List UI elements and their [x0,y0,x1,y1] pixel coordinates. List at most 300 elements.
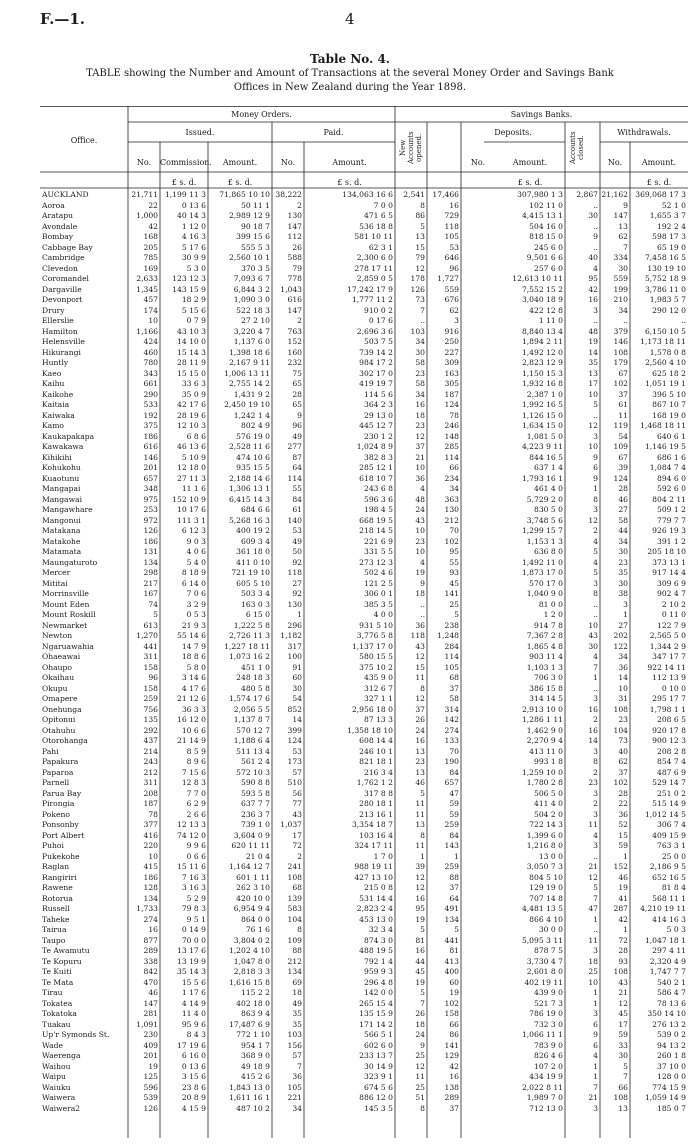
issued-commission: 21 14 9 [177,736,206,745]
office-name: Hamilton [42,326,78,336]
deposits-amount: 411 4 0 [534,799,563,808]
withdrawals-amount: 52 1 0 [661,200,686,210]
issued-commission: 0 7 9 [186,316,206,325]
withdrawals-lsd-header: £ s. d. [646,178,672,187]
paid-count: 92 [292,557,302,567]
withdrawals-count: 28 [618,484,628,493]
issued-commission: 6 12 3 [181,526,206,535]
withdrawals-amount: .. [681,316,686,325]
issued-count: 146 [143,452,158,462]
paid-count: 55 [292,484,302,493]
deposits-amount: 2,913 10 0 [521,704,563,714]
paid-amount: 874 3 0 [364,935,393,945]
issued-count: 208 [143,788,158,798]
paid-amount: 285 12 1 [359,463,393,472]
issued-count: 437 [143,736,158,745]
office-name: Te Kuiti [42,967,72,976]
paid-count: 510 [287,778,302,787]
deposits-count: 400 [444,967,459,976]
issued-count: 533 [143,400,158,409]
withdrawals-amount: 122 7 9 [657,620,686,630]
issued-amount-header: Amount. [222,158,258,167]
issued-commission: 123 12 3 [172,274,206,283]
office-name: Russell [42,904,70,913]
accounts-closed: 8 [593,589,598,598]
office-name: Kuaotunu [42,473,80,483]
accounts-closed: 3 [593,746,598,756]
issued-commission: 0 13 6 [181,200,206,210]
accounts-closed: 42 [588,284,598,294]
issued-amount: 399 15 6 [236,232,270,241]
table-row [40,547,688,557]
paid-no-header: No. [280,158,296,167]
new-accounts: 26 [415,715,425,724]
paid-amount: 959 9 3 [364,967,393,976]
withdrawals-amount: 774 15 9 [652,1082,686,1092]
withdrawals-count: 54 [618,431,628,441]
new-accounts: 16 [415,946,425,955]
office-name: Morrinsville [42,589,89,598]
withdrawals-count: 17 [618,1019,628,1029]
issued-amount: 605 5 10 [236,578,270,588]
new-accounts: 39 [415,862,425,871]
new-accounts: 25 [415,1082,425,1092]
deposits-amount: 1,462 9 0 [526,725,563,735]
issued-amount: 6,415 14 3 [228,494,270,504]
accounts-closed: 12 [588,515,598,525]
paid-amount: 327 1 1 [364,694,393,703]
issued-amount: 474 10 6 [236,452,270,462]
paid-amount: 62 3 1 [368,242,393,252]
withdrawals-count: 152 [613,862,628,871]
accounts-closed: 5 [593,400,598,409]
office-name: Devonport [42,295,83,304]
paid-count: 147 [287,305,302,315]
withdrawals-count: 10 [618,683,628,693]
withdrawals-count: 379 [613,326,628,336]
issued-commission: 23 8 6 [181,1082,206,1092]
deposits-count: 81 [449,946,459,955]
deposits-count: 729 [444,211,459,220]
table-title-line1: TABLE showing the Number and Amount of Transactions at the several Money Order and Savings Bank [86,68,614,79]
issued-count: 972 [143,515,158,525]
withdrawals-amount: 4,210 19 11 [640,904,686,913]
issued-count: 186 [143,536,158,546]
issued-amount: 2,528 11 6 [228,442,270,451]
issued-commission: 12 8 3 [181,778,206,787]
withdrawals-count: 23 [618,715,628,724]
deposits-amount: 1,216 8 0 [526,841,563,850]
withdrawals-count: 21,162 [601,190,628,199]
new-accounts: 48 [415,494,425,504]
office-name: Kaikohe [42,389,74,399]
withdrawals-amount: 350 14 10 [647,1009,686,1018]
table-row [40,1041,688,1051]
issued-count: 126 [143,1103,158,1113]
issued-amount: 3,604 0 9 [233,830,270,840]
deposits-lsd-header: £ s. d. [517,178,543,187]
new-accounts: 13 [415,746,425,756]
issued-amount: 1,574 17 6 [228,694,270,703]
accounts-closed: 9 [593,452,598,462]
table-row [40,684,688,694]
office-name: Pirongia [42,799,75,808]
accounts-closed: 3 [593,1103,598,1113]
table-row [40,736,688,746]
office-name: Okaihau [42,673,75,682]
paid-count: 14 [292,715,302,724]
issued-count: 539 [143,1093,158,1102]
issued-commission: 3 16 3 [181,883,206,892]
issued-amount: 2,818 3 3 [233,967,270,976]
withdrawals-count: 34 [618,652,628,661]
issued-amount: 402 18 0 [236,998,270,1008]
paid-count: 156 [287,1040,302,1050]
withdrawals-amount: 804 2 11 [652,494,686,504]
office-name: Newton [42,631,73,640]
deposits-amount: 1,066 11 1 [521,1030,563,1039]
new-accounts: 7 [420,305,425,315]
issued-amount: 370 3 5 [241,263,270,273]
deposits-amount: 637 1 4 [534,463,563,472]
withdrawals-amount: 540 2 1 [657,977,686,987]
paid-amount: 306 0 1 [364,589,393,598]
withdrawals-count: 7 [623,1072,628,1081]
withdrawals-count: 15 [618,830,628,840]
accounts-closed: 5 [593,547,598,556]
deposits-amount: 914 7 8 [534,620,563,630]
new-accounts: 18 [415,1019,425,1029]
paid-amount: 323 9 1 [364,1072,393,1081]
table-row [40,705,688,715]
withdrawals-count: 28 [618,946,628,955]
deposits-amount: 1,992 16 5 [521,400,563,409]
deposits-count: 34 [449,484,459,493]
deposits-amount: 386 15 8 [529,683,563,693]
accounts-closed: .. [593,221,598,231]
deposits-amount: 504 16 0 [529,221,563,231]
deposits-amount: 1,634 15 0 [521,421,563,430]
withdrawals-amount: 2,186 9 5 [649,862,686,871]
deposits-count: 60 [449,977,459,987]
deposits-count: 68 [449,673,459,682]
deposits-amount: 1,865 4 8 [526,641,563,651]
office-name: Ohaupo [42,662,72,672]
accounts-closed: .. [593,925,598,934]
issued-commission: 17 19 6 [177,1040,206,1050]
deposits-count: 114 [444,652,459,661]
office-name: Huntly [42,358,69,367]
paid-count: 114 [287,473,302,483]
issued-amount: 637 7 7 [241,799,270,808]
new-accounts: 36 [415,620,425,630]
issued-amount: 7,093 6 7 [233,274,270,283]
deposits-amount: 830 5 0 [534,505,563,514]
new-accounts: 15 [415,242,425,252]
paid-amount: 317 8 8 [364,788,393,798]
table-row [40,747,688,757]
office-name: Maungaturoto [42,557,98,567]
paid-count: 108 [287,872,302,882]
table-row [40,526,688,536]
paid-amount: 243 6 8 [364,484,393,493]
deposits-amount: 5,095 3 11 [521,935,563,945]
paid-count: 139 [287,893,302,903]
paid-lsd-header: £ s. d. [337,178,362,187]
accounts-closed: 12 [588,421,598,430]
issued-count: 2,633 [136,274,158,283]
table-row [40,337,688,347]
paid-header: Paid. [323,128,344,137]
issued-count: 192 [143,410,158,420]
new-accounts: 19 [415,568,425,577]
table-row [40,264,688,274]
paid-count: 27 [292,578,302,588]
issued-count: 274 [143,914,158,924]
table-row [40,610,688,620]
issued-count: 158 [143,662,158,672]
issued-amount: 1,611 16 1 [228,1093,270,1102]
accounts-closed: 21 [588,862,598,871]
accounts-closed: 9 [593,473,598,483]
issued-amount: 163 0 3 [241,599,270,609]
new-accounts: 24 [415,1030,425,1039]
new-accounts: 12 [415,883,425,892]
withdrawals-count: 13 [618,1103,628,1113]
issued-amount: 6,954 9 4 [233,904,270,913]
office-name: Kaihu [42,379,65,388]
office-name: Matamata [42,547,82,556]
deposits-count: 86 [449,1030,459,1039]
deposits-amount: 102 11 0 [529,200,563,210]
deposits-count: 158 [444,1009,459,1018]
withdrawals-amount: 78 13 6 [657,998,686,1008]
deposits-count: 66 [449,463,459,472]
issued-count: 46 [148,988,158,997]
deposits-amount: 1,150 15 3 [521,368,563,378]
deposits-amount: 4,415 13 1 [521,211,563,220]
paid-amount: 566 5 1 [364,1030,393,1039]
paid-count: 91 [292,662,302,672]
paid-amount: 2,300 6 0 [356,253,393,262]
withdrawals-amount: 867 10 7 [652,400,686,409]
deposits-amount: 2,387 1 0 [526,389,563,399]
paid-count: 38,222 [275,190,302,199]
deposits-amount: 7,367 2 8 [526,631,563,640]
table-row [40,862,688,872]
issued-amount: 2,056 5 5 [233,704,270,714]
withdrawals-count: 36 [618,662,628,672]
withdrawals-amount: 409 15 9 [652,830,686,840]
deposits-amount: 1,989 7 0 [526,1093,563,1102]
deposits-count: 37 [449,683,459,693]
deposits-count: 66 [449,1019,459,1029]
table-row [40,589,688,599]
paid-count: 26 [292,242,302,252]
office-name: Taupo [42,935,66,945]
issued-amount: 400 19 2 [236,526,270,535]
issued-commission: 95 9 6 [181,1019,206,1029]
withdrawals-count: 146 [613,337,628,346]
issued-commission: 111 3 1 [177,515,206,525]
deposits-count: 102 [444,998,459,1008]
withdrawals-count: 13 [618,221,628,231]
new-accounts: 45 [415,967,425,976]
withdrawals-amount: 208 2 8 [657,746,686,756]
deposits-count: 5 [454,925,459,934]
withdrawals-count: 67 [618,452,628,462]
withdrawals-count: 72 [618,935,628,945]
paid-amount: 792 1 4 [364,956,393,966]
issued-commission: 8 4 3 [186,1030,206,1039]
accounts-closed: 1 [593,673,598,682]
accounts-closed: .. [593,242,598,252]
issued-count: 78 [148,809,158,819]
paid-amount: 445 12 7 [359,421,393,430]
paid-count: 241 [287,862,302,871]
issued-amount: 115 2 2 [241,988,270,997]
withdrawals-count: 41 [618,893,628,903]
accounts-closed: .. [593,410,598,420]
new-accounts: 126 [410,284,425,294]
issued-amount: 1,090 3 0 [233,295,270,304]
issued-amount: 1,137 6 0 [233,337,270,346]
issued-count: 1,345 [136,284,158,294]
issued-count: 125 [143,1072,158,1081]
paid-amount: 302 17 0 [359,368,393,378]
withdrawals-amount: 185 0 7 [657,1103,686,1113]
withdrawals-amount: 260 1 8 [657,1051,686,1060]
table-row [40,379,688,389]
accounts-closed: 10 [588,977,598,987]
withdrawals-count: 9 [623,200,628,210]
deposits-amount: 245 6 0 [534,242,563,252]
paid-count: 221 [287,1093,302,1102]
new-accounts: 13 [415,820,425,829]
accounts-closed: 4 [593,1051,598,1060]
paid-amount: 213 16 1 [359,809,393,819]
deposits-count: 84 [449,767,459,777]
issued-count: 259 [143,694,158,703]
accounts-closed: .. [593,851,598,861]
issued-count: 457 [143,295,158,304]
office-name: Mangawai [42,494,83,504]
table-row [40,327,688,337]
withdrawals-amount: 686 1 6 [657,452,686,462]
deposits-amount: 2,823 12 9 [521,358,563,367]
paid-count: 212 [287,956,302,966]
issued-count: 348 [143,484,158,493]
withdrawals-count: 1 [623,925,628,934]
paid-amount: 419 19 7 [359,379,393,388]
paid-amount: 2,823 2 4 [356,904,393,913]
withdrawals-count: 199 [613,284,628,294]
paid-amount: 910 0 2 [364,305,393,315]
deposits-amount: 804 5 10 [529,872,563,882]
office-name: Hikurangi [42,347,81,357]
withdrawals-count: 37 [618,389,628,399]
paid-count: 1,043 [280,284,302,294]
accounts-closed: 40 [588,253,598,262]
paid-count: 124 [287,736,302,745]
office-header: Office. [70,136,98,145]
new-accounts: 43 [415,641,425,651]
new-accounts: 46 [415,778,425,787]
paid-count: 763 [287,326,302,336]
deposits-amount: 866 4 10 [529,914,563,924]
withdrawals-count: 33 [618,1040,628,1050]
issued-amount: 511 13 4 [236,746,270,756]
issued-commission: 14 10 0 [177,337,206,346]
paid-amount: 103 16 4 [359,830,393,840]
table-row [40,316,688,326]
issued-count: 74 [148,599,158,609]
withdrawals-amount: 922 14 11 [647,662,686,672]
deposits-amount: 1,103 1 3 [526,662,563,672]
deposits-count: 141 [444,1040,459,1050]
deposits-count: 47 [449,788,459,798]
withdrawals-count: 108 [613,704,628,714]
table-row [40,1062,688,1072]
paid-count: 616 [287,295,302,304]
deposits-amount: 722 14 3 [529,820,563,829]
paid-count: 53 [292,746,302,756]
accounts-closed: 3 [593,578,598,588]
accounts-closed: 6 [593,1019,598,1029]
table-row [40,673,688,683]
paid-count: 1,037 [280,820,302,829]
issued-amount: 863 9 4 [241,1009,270,1018]
withdrawals-count: 27 [618,620,628,630]
accounts-closed: 16 [588,704,598,714]
table-row [40,957,688,967]
deposits-count: 212 [444,515,459,525]
withdrawals-count: 62 [618,232,628,241]
deposits-count: 58 [449,694,459,703]
accounts-closed: 14 [588,736,598,745]
withdrawals-count: 23 [618,557,628,567]
accounts-closed: 19 [588,337,598,346]
page-code: F.—1. [40,10,86,28]
issued-commission: 13 19 9 [177,956,206,966]
deposits-count: 1,248 [437,631,459,640]
issued-amount: 954 1 7 [241,1040,270,1050]
paid-count: 87 [292,452,302,462]
paid-amount: 427 13 10 [354,872,393,882]
issued-amount: 1,137 8 7 [233,715,270,724]
issued-amount: 49 18 9 [241,1061,270,1071]
withdrawals-amount: 625 18 2 [652,368,686,378]
issued-commission: 40 14 3 [177,211,206,220]
withdrawals-count: 46 [618,872,628,882]
commission-lsd-header: £ s. d. [171,178,197,187]
issued-count: 292 [143,725,158,735]
deposits-count: 916 [444,326,459,336]
office-name: Kaiwaka [42,410,75,420]
issued-amount: 262 3 10 [236,883,270,892]
paid-amount: 2,956 18 0 [351,704,393,714]
new-accounts: 16 [415,400,425,409]
withdrawals-amount: 65 19 0 [657,242,686,252]
new-accounts: 8 [420,1103,425,1113]
deposits-count: 1,727 [437,274,459,283]
deposits-amount: 9,501 6 6 [526,253,563,262]
withdrawals-amount: 37 10 0 [657,1061,686,1071]
issued-commission: 9 5 1 [186,914,206,924]
accounts-closed: 4 [593,557,598,567]
withdrawals-amount: 2,560 4 10 [644,358,686,367]
new-accounts: 5 [420,788,425,798]
